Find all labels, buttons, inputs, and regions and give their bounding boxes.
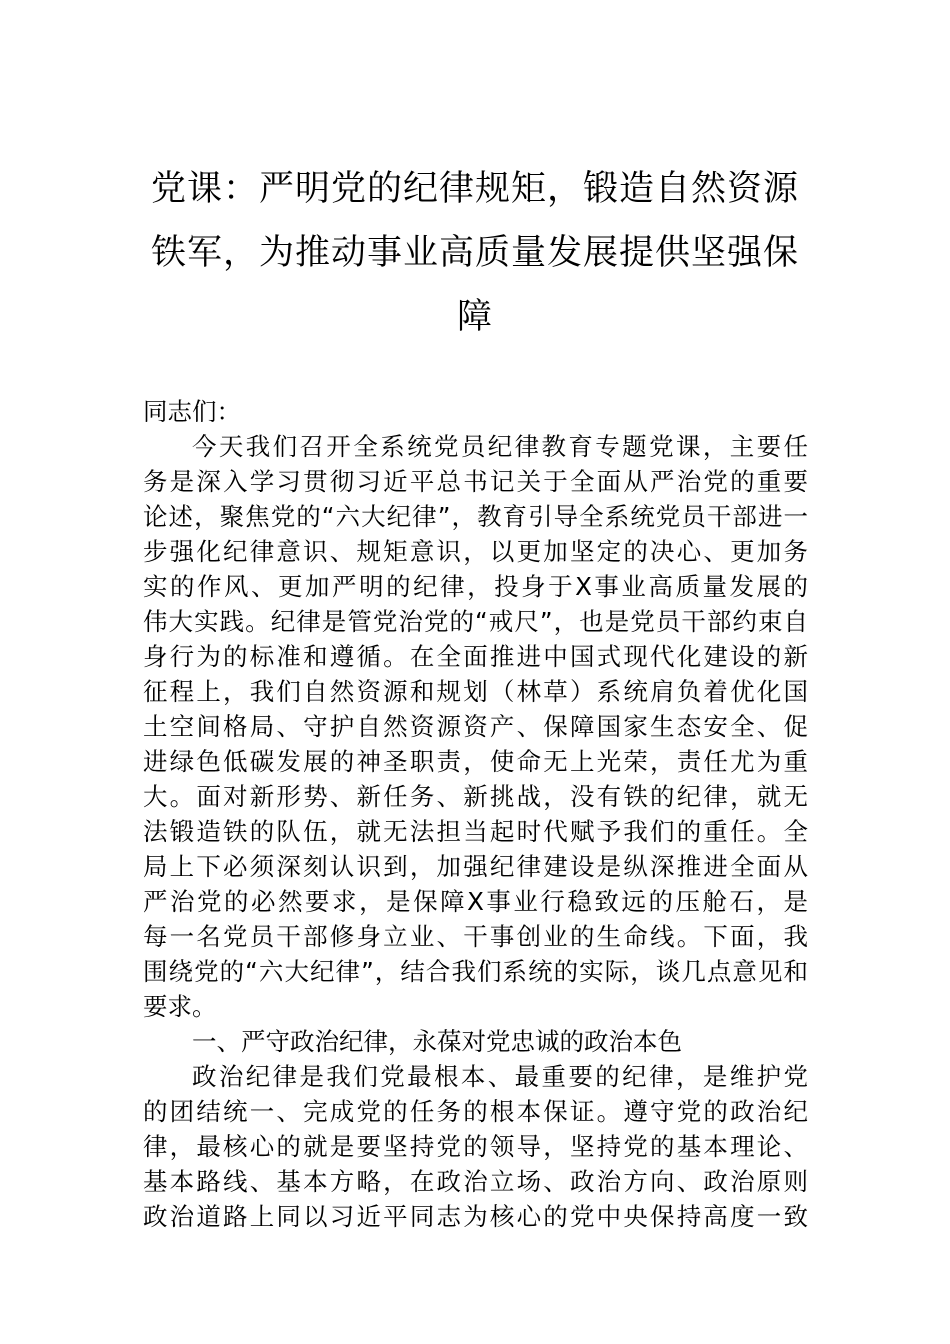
paragraph-line: 基本路线、基本方略，在政治立场、政治方向、政治原则 xyxy=(143,1167,808,1196)
paragraph-line: 围绕党的“六大纪律”，结合我们系统的实际，谈几点意见和 xyxy=(143,957,808,986)
paragraph-line: 论述，聚焦党的“六大纪律”，教育引导全系统党员干部进一 xyxy=(143,502,808,531)
paragraph-line: 征程上，我们自然资源和规划（林草）系统肩负着优化国 xyxy=(143,677,808,706)
greeting: 同志们： xyxy=(143,397,241,426)
paragraph-line: 严治党的必然要求，是保障X事业行稳致远的压舱石，是 xyxy=(143,887,808,916)
section-heading: 一、严守政治纪律，永葆对党忠诚的政治本色 xyxy=(192,1027,682,1056)
paragraph-line: 身行为的标准和遵循。在全面推进中国式现代化建设的新 xyxy=(143,642,808,671)
paragraph-line: 政治道路上同以习近平同志为核心的党中央保持高度一致 xyxy=(143,1202,808,1231)
title-line: 铁军，为推动事业高质量发展提供坚强保 xyxy=(150,233,799,273)
paragraph-line: 务是深入学习贯彻习近平总书记关于全面从严治党的重要 xyxy=(143,467,808,496)
paragraph-line: 步强化纪律意识、规矩意识，以更加坚定的决心、更加务 xyxy=(143,537,808,566)
paragraph-line: 大。面对新形势、新任务、新挑战，没有铁的纪律，就无 xyxy=(143,782,808,811)
title-line: 党课：严明党的纪律规矩，锻造自然资源 xyxy=(150,169,799,209)
title-line: 障 xyxy=(456,297,493,337)
document-body xyxy=(143,394,808,1234)
paragraph-line: 今天我们召开全系统党员纪律教育专题党课，主要任 xyxy=(192,432,808,461)
paragraph-line: 伟大实践。纪律是管党治党的“戒尺”，也是党员干部约束自 xyxy=(143,607,808,636)
paragraph-line: 法锻造铁的队伍，就无法担当起时代赋予我们的重任。全 xyxy=(143,817,808,846)
paragraph-line: 实的作风、更加严明的纪律，投身于X事业高质量发展的 xyxy=(143,572,808,601)
document-title xyxy=(140,157,810,349)
paragraph-political-discipline xyxy=(143,1059,808,1234)
paragraph-line: 局上下必须深刻认识到，加强纪律建设是纵深推进全面从 xyxy=(143,852,808,881)
paragraph-line: 律，最核心的就是要坚持党的领导，坚持党的基本理论、 xyxy=(143,1132,808,1161)
paragraph-line: 政治纪律是我们党最根本、最重要的纪律，是维护党 xyxy=(192,1062,808,1091)
paragraph-line: 的团结统一、完成党的任务的根本保证。遵守党的政治纪 xyxy=(143,1097,808,1126)
paragraph-line: 每一名党员干部修身立业、干事创业的生命线。下面，我 xyxy=(143,922,808,951)
paragraph-line: 要求。 xyxy=(143,992,217,1021)
paragraph-line: 土空间格局、守护自然资源资产、保障国家生态安全、促 xyxy=(143,712,808,741)
paragraph-line: 进绿色低碳发展的神圣职责，使命无上光荣，责任尤为重 xyxy=(143,747,808,776)
paragraph-intro xyxy=(143,429,808,1024)
